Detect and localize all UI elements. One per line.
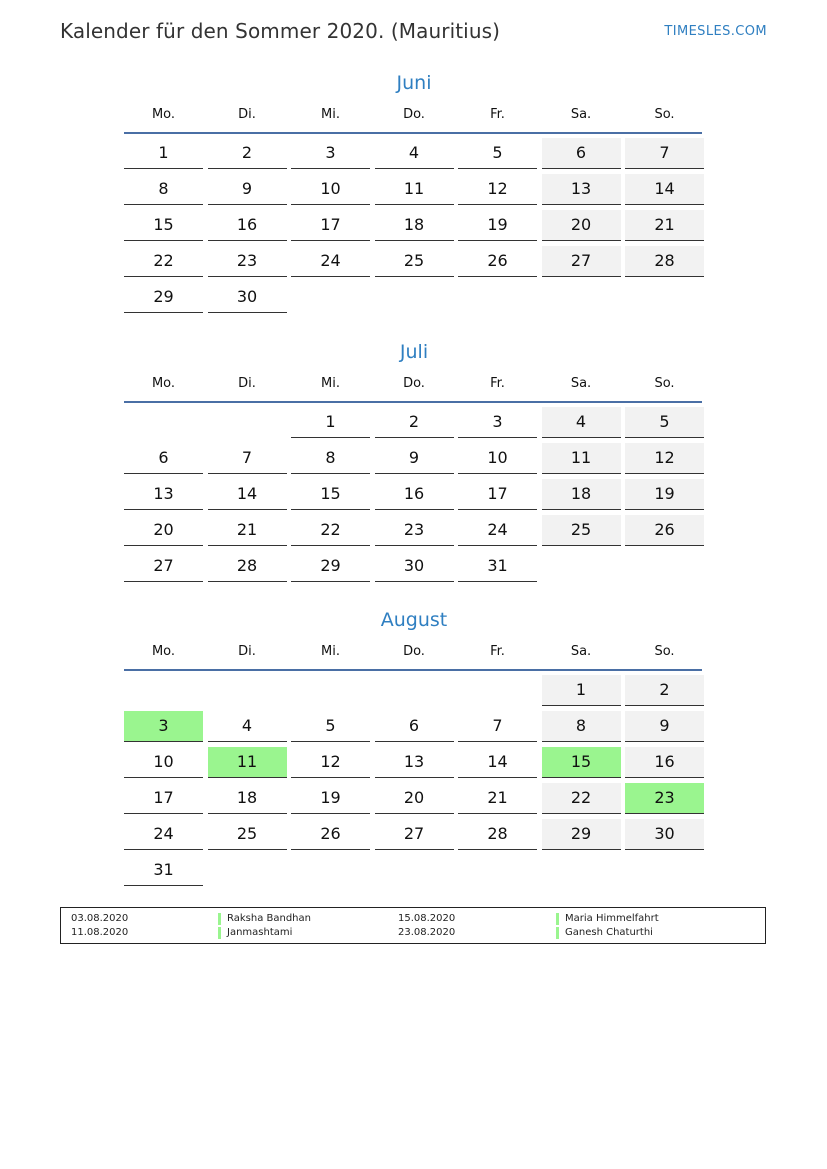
day-cell: 22 [291, 515, 370, 546]
day-cell: 3 [458, 407, 537, 438]
weekday-label: Fr. [490, 107, 505, 122]
weekday-label: So. [654, 644, 675, 659]
day-cell: 28 [458, 819, 537, 850]
day-cell: 8 [291, 443, 370, 474]
day-cell: 3 [291, 138, 370, 169]
weekend-day-cell: 19 [625, 479, 704, 510]
day-cell: 17 [124, 783, 203, 814]
day-cell: 9 [375, 443, 454, 474]
day-cell: 16 [375, 479, 454, 510]
weekend-day-cell: 4 [542, 407, 621, 438]
holiday-legend [60, 907, 766, 944]
day-cell: 23 [208, 246, 287, 277]
month-calendar [124, 68, 704, 318]
day-cell: 19 [291, 783, 370, 814]
day-cell: 24 [291, 246, 370, 277]
day-cell: 27 [124, 551, 203, 582]
weekday-label: Mo. [151, 376, 176, 391]
day-cell: 4 [208, 711, 287, 742]
weekday-label: Mo. [151, 107, 176, 122]
empty-day-cell [458, 675, 537, 705]
day-cell: 6 [124, 443, 203, 474]
weekend-day-cell: 14 [625, 174, 704, 205]
weekend-day-cell: 1 [542, 675, 621, 706]
day-cell: 26 [458, 246, 537, 277]
weekend-day-cell: 27 [542, 246, 621, 277]
page-title: Kalender für den Sommer 2020. (Mauritius) [60, 19, 501, 43]
day-grid [124, 407, 704, 587]
day-cell: 2 [375, 407, 454, 438]
legend-holiday-name: Raksha Bandhan [218, 913, 311, 925]
day-cell: 24 [124, 819, 203, 850]
weekend-day-cell: 13 [542, 174, 621, 205]
day-cell: 31 [124, 855, 203, 886]
month-title: Juni [396, 72, 432, 94]
weekend-day-cell: 26 [625, 515, 704, 546]
day-cell: 31 [458, 551, 537, 582]
legend-date: 15.08.2020 [398, 913, 456, 924]
day-cell: 24 [458, 515, 537, 546]
day-cell: 10 [124, 747, 203, 778]
site-link[interactable]: TIMESLES.COM [664, 24, 767, 39]
weekend-day-cell: 5 [625, 407, 704, 438]
day-cell: 15 [291, 479, 370, 510]
weekday-label: Di. [238, 107, 256, 122]
header-separator [124, 669, 702, 671]
day-cell: 1 [124, 138, 203, 169]
weekday-label: Mo. [151, 644, 176, 659]
day-cell: 20 [124, 515, 203, 546]
weekday-label: Sa. [570, 644, 592, 659]
legend-holiday-name: Janmashtami [218, 927, 292, 939]
day-cell: 9 [208, 174, 287, 205]
empty-day-cell [208, 407, 287, 437]
weekend-day-cell: 28 [625, 246, 704, 277]
weekend-day-cell: 6 [542, 138, 621, 169]
day-cell: 18 [208, 783, 287, 814]
weekend-day-cell: 29 [542, 819, 621, 850]
weekday-label: Do. [403, 107, 425, 122]
day-cell: 25 [208, 819, 287, 850]
weekday-label: Mi. [321, 644, 340, 659]
month-title: Juli [399, 341, 429, 363]
month-calendar [124, 337, 704, 587]
day-cell: 23 [375, 515, 454, 546]
day-cell: 21 [208, 515, 287, 546]
weekday-label: Sa. [570, 376, 592, 391]
empty-day-cell [375, 675, 454, 705]
header-separator [124, 132, 702, 134]
weekday-label: Di. [238, 644, 256, 659]
day-cell: 22 [124, 246, 203, 277]
day-cell: 29 [124, 282, 203, 313]
day-cell: 7 [208, 443, 287, 474]
weekday-label: Di. [238, 376, 256, 391]
holiday-day-cell: 23 [625, 783, 704, 814]
day-cell: 18 [375, 210, 454, 241]
day-cell: 7 [458, 711, 537, 742]
weekday-label: Fr. [490, 644, 505, 659]
weekday-label: Mi. [321, 107, 340, 122]
day-cell: 28 [208, 551, 287, 582]
legend-date: 03.08.2020 [71, 913, 129, 924]
day-grid [124, 138, 704, 318]
day-cell: 15 [124, 210, 203, 241]
legend-date: 11.08.2020 [71, 927, 129, 938]
weekday-label: So. [654, 376, 675, 391]
weekend-day-cell: 12 [625, 443, 704, 474]
weekday-label: Do. [403, 644, 425, 659]
weekend-day-cell: 9 [625, 711, 704, 742]
day-cell: 14 [208, 479, 287, 510]
empty-day-cell [124, 407, 203, 437]
weekend-day-cell: 22 [542, 783, 621, 814]
day-cell: 11 [375, 174, 454, 205]
day-cell: 21 [458, 783, 537, 814]
weekend-day-cell: 2 [625, 675, 704, 706]
legend-date: 23.08.2020 [398, 927, 456, 938]
weekend-day-cell: 11 [542, 443, 621, 474]
empty-day-cell [291, 675, 370, 705]
weekend-day-cell: 18 [542, 479, 621, 510]
day-cell: 12 [458, 174, 537, 205]
day-cell: 10 [458, 443, 537, 474]
weekday-label: Fr. [490, 376, 505, 391]
holiday-day-cell: 11 [208, 747, 287, 778]
weekday-header [124, 98, 704, 132]
weekend-day-cell: 25 [542, 515, 621, 546]
legend-holiday-name: Ganesh Chaturthi [556, 927, 653, 939]
day-cell: 20 [375, 783, 454, 814]
day-cell: 26 [291, 819, 370, 850]
day-cell: 8 [124, 174, 203, 205]
day-cell: 17 [291, 210, 370, 241]
day-cell: 2 [208, 138, 287, 169]
weekend-day-cell: 21 [625, 210, 704, 241]
day-cell: 5 [458, 138, 537, 169]
weekend-day-cell: 20 [542, 210, 621, 241]
day-cell: 25 [375, 246, 454, 277]
day-cell: 27 [375, 819, 454, 850]
day-cell: 30 [208, 282, 287, 313]
day-cell: 4 [375, 138, 454, 169]
weekday-header [124, 635, 704, 669]
day-cell: 17 [458, 479, 537, 510]
legend-holiday-name: Maria Himmelfahrt [556, 913, 659, 925]
day-cell: 30 [375, 551, 454, 582]
day-cell: 16 [208, 210, 287, 241]
day-cell: 10 [291, 174, 370, 205]
weekday-label: So. [654, 107, 675, 122]
day-cell: 5 [291, 711, 370, 742]
month-title: August [380, 609, 448, 631]
day-cell: 14 [458, 747, 537, 778]
day-grid [124, 675, 704, 891]
month-calendar [124, 605, 704, 891]
weekday-header [124, 367, 704, 401]
weekend-day-cell: 7 [625, 138, 704, 169]
day-cell: 13 [375, 747, 454, 778]
holiday-day-cell: 15 [542, 747, 621, 778]
day-cell: 29 [291, 551, 370, 582]
empty-day-cell [124, 675, 203, 705]
day-cell: 13 [124, 479, 203, 510]
weekday-label: Do. [403, 376, 425, 391]
day-cell: 12 [291, 747, 370, 778]
empty-day-cell [208, 675, 287, 705]
weekday-label: Mi. [321, 376, 340, 391]
header-separator [124, 401, 702, 403]
weekday-label: Sa. [570, 107, 592, 122]
day-cell: 19 [458, 210, 537, 241]
day-cell: 1 [291, 407, 370, 438]
weekend-day-cell: 30 [625, 819, 704, 850]
weekend-day-cell: 8 [542, 711, 621, 742]
holiday-day-cell: 3 [124, 711, 203, 742]
weekend-day-cell: 16 [625, 747, 704, 778]
day-cell: 6 [375, 711, 454, 742]
